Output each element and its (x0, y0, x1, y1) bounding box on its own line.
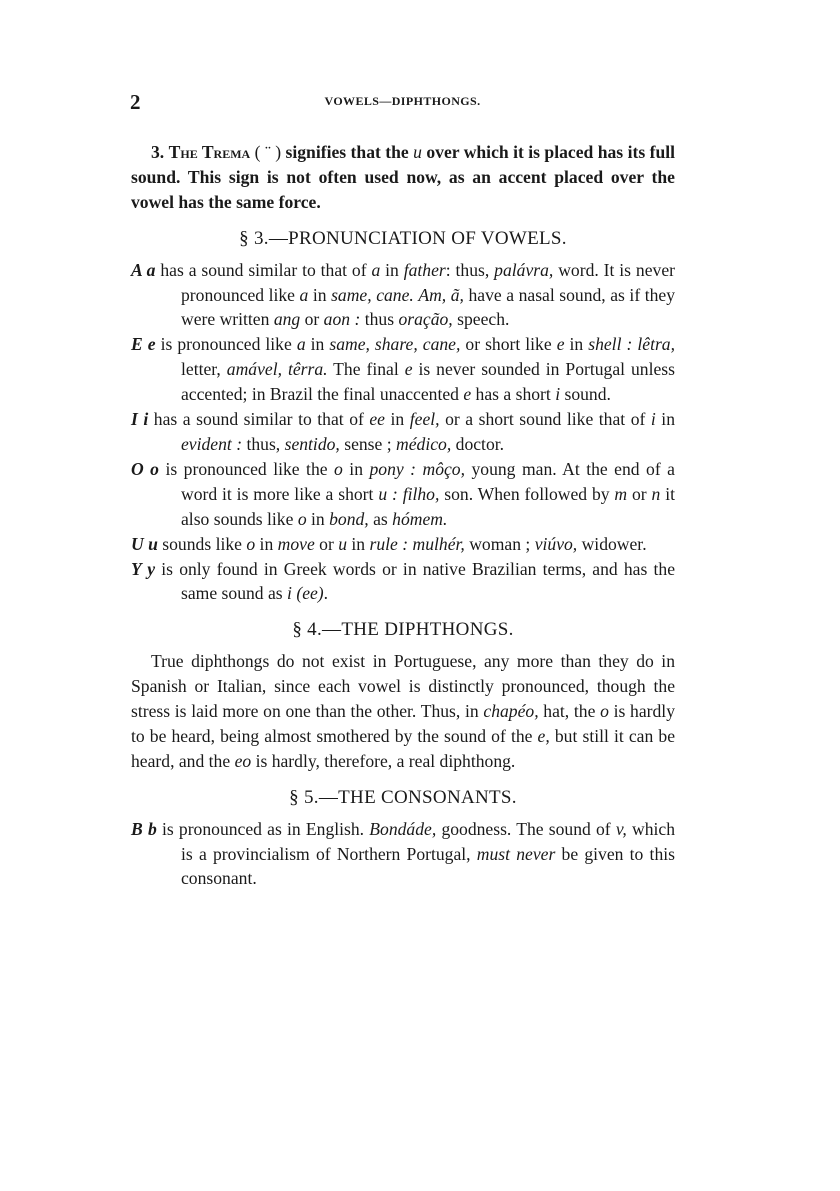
page-body (131, 140, 675, 891)
running-title: VOWELS—DIPHTHONGS. (324, 94, 481, 108)
diphthongs-paragraph: True diphthongs do not exist in Portuguese, any more than they do in Spanish or Italian, since each vowel is distinctly pronounced, though the stress is laid more on one than the other. Thus, in chapéo, hat, the o is hardly to be heard, being almost smothered by the sound of the e, but still it can be heard, and the eo is hardly, therefore, a real diphthong. (131, 651, 676, 771)
section-heading-diphthongs: § 4.—THE DIPHTHONGS. (292, 619, 514, 641)
page-header (130, 90, 675, 116)
vowel-entry-u: U u sounds like o in move or u in rule : mulhér, woman ; viúvo, widower. (131, 533, 647, 554)
trema-paragraph: 3. The Trema ( ¨ ) signifies that the u over which it is placed has its full sound. This sign is not often used now, as an accent placed over the vowel has the same force. (131, 142, 676, 212)
section-heading-vowels: § 3.—PRONUNCIATION OF VOWELS. (239, 227, 567, 249)
vowel-entry-y: Y y is only found in Greek words or in native Brazilian terms, and has the same sound as i (ee). (131, 558, 675, 604)
page-number: 2 (130, 90, 141, 114)
vowel-entry-o: O o is pronounced like the o in pony : môço, young man. At the end of a word it is more like a short u : filho, son. When followed by m or n it also sounds like o in bond, as hómem. (131, 458, 675, 529)
vowel-entry-i: I i has a sound similar to that of ee in feel, or a short sound like that of i in evident : thus, sentido, sense ; médico, doctor. (131, 409, 675, 454)
vowel-entry-e: E e is pronounced like a in same, share, cane, or short like e in shell : lêtra, letter, amável, têrra. The final e is never sounded in Portugal unless accented; in Brazil the final unaccented e has a short i sound. (131, 334, 676, 405)
consonant-entry-b: B b is pronounced as in English. Bondáde, goodness. The sound of v, which is a provincialism of Northern Portugal, must never be given to this consonant. (131, 818, 675, 889)
section-heading-consonants: § 5.—THE CONSONANTS. (289, 786, 517, 808)
vowel-entry-a: A a has a sound similar to that of a in father: thus, palávra, word. It is never pronounced like a in same, cane. Am, ã, have a nasal sound, as if they were written ang or aon : thus oração, speech. (131, 259, 676, 330)
